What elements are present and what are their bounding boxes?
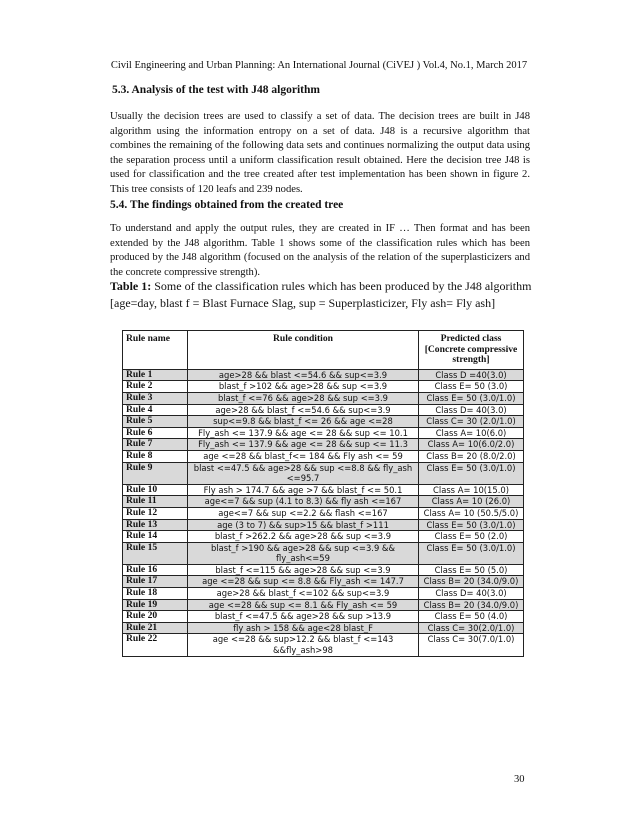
rule-name-cell: Rule 5 [123,416,188,428]
rule-name-cell: Rule 20 [123,611,188,623]
rule-condition-cell: age<=7 && sup <=2.2 && flash <=167 [188,507,419,519]
rule-condition-cell: Fly_ash <= 137.9 && age <= 28 && sup <= 10.1 [188,427,419,439]
rule-condition-cell: age<=7 && sup (4.1 to 8.3) && fly ash <=167 [188,496,419,508]
rule-name-cell: Rule 10 [123,484,188,496]
rule-condition-cell: Fly ash > 174.7 && age >7 && blast_f <= 50.1 [188,484,419,496]
rule-name-cell: Rule 16 [123,564,188,576]
rule-name-cell: Rule 14 [123,531,188,543]
predicted-class-cell: Class B= 20 (34.0/9.0) [419,576,524,588]
rule-name-cell: Rule 7 [123,439,188,451]
rule-name-cell: Rule 1 [123,369,188,381]
rule-condition-cell: sup<=9.8 && blast_f <= 26 && age <=28 [188,416,419,428]
predicted-class-cell: Class E= 50 (4.0) [419,611,524,623]
rules-table [122,330,524,657]
rule-name-cell: Rule 17 [123,576,188,588]
table-caption [110,278,540,312]
rule-condition-cell: age <=28 && blast_f<= 184 && Fly ash <= 59 [188,450,419,462]
table-row [123,369,524,381]
predicted-class-cell: Class B= 20 (8.0/2.0) [419,450,524,462]
predicted-class-cell: Class A= 10(15.0) [419,484,524,496]
rule-condition-cell: blast_f >190 && age>28 && sup <=3.9 && fly_ash<=59 [188,542,419,564]
table-row [123,427,524,439]
table-row [123,531,524,543]
rule-condition-cell: age (3 to 7) && sup>15 && blast_f >111 [188,519,419,531]
section-heading-5-4: 5.4. The findings obtained from the created tree [110,199,344,211]
page-number: 30 [514,774,525,785]
table-row [123,599,524,611]
predicted-class-cell: Class B= 20 (34.0/9.0) [419,599,524,611]
rule-condition-cell: age <=28 && sup <= 8.8 && Fly_ash <= 147.7 [188,576,419,588]
rule-name-cell: Rule 21 [123,622,188,634]
table-row [123,611,524,623]
header-rule-condition: Rule condition [188,331,419,370]
rule-condition-cell: age <=28 && sup <= 8.1 && Fly_ash <= 59 [188,599,419,611]
rule-condition-cell: age>28 && blast_f <=54.6 && sup<=3.9 [188,404,419,416]
rule-condition-cell: blast <=47.5 && age>28 && sup <=8.8 && fly_ash <=95.7 [188,462,419,484]
table-row [123,564,524,576]
section-heading-5-3: 5.3. Analysis of the test with J48 algorithm [112,84,320,96]
table-row [123,588,524,600]
rule-condition-cell: blast_f <=115 && age>28 && sup <=3.9 [188,564,419,576]
rule-condition-cell: blast_f <=47.5 && age>28 && sup >13.9 [188,611,419,623]
section-5-4-paragraph: To understand and apply the output rules, they are created in IF … Then format and has been extended by the J48 algorithm. Table 1 shows some of the classification rules which has been produced by the J48 algorithm (focused on the analysis of the relation of the superplasticizers and the concrete compressive strength). [110,223,530,278]
rule-name-cell: Rule 2 [123,381,188,393]
table-row [123,416,524,428]
rule-name-cell: Rule 13 [123,519,188,531]
predicted-class-cell: Class C= 30 (2.0/1.0) [419,416,524,428]
predicted-class-cell: Class E= 50 (3.0/1.0) [419,392,524,404]
table-row [123,392,524,404]
table-row [123,542,524,564]
table-row [123,519,524,531]
table-row [123,622,524,634]
section-5-3-paragraph: Usually the decision trees are used to classify a set of data. The decision trees are built in J48 algorithm using the information entropy on a set of data. J48 is a recursive algorithm that combines the remaining of the following data sets and continues normalizing the output data using the separation process until a uniform classification result obtained. Here the decision tree J48 is used for classification and the tree created after test implementation has been shown in figure 2. This tree consists of 120 leafs and 239 nodes. [110,111,530,195]
predicted-class-cell: Class E= 50 (3.0/1.0) [419,462,524,484]
predicted-class-cell: Class D =40(3.0) [419,369,524,381]
predicted-class-cell: Class E= 50 (3.0/1.0) [419,519,524,531]
rules-table-body [123,369,524,656]
predicted-class-cell: Class C= 30(2.0/1.0) [419,622,524,634]
journal-header: Civil Engineering and Urban Planning: An International Journal (CiVEJ ) Vol.4, No.1, March 2017 [110,60,528,71]
predicted-class-cell: Class A= 10(6.0) [419,427,524,439]
table-row [123,507,524,519]
predicted-class-cell: Class E= 50 (5.0) [419,564,524,576]
rule-name-cell: Rule 8 [123,450,188,462]
table-row [123,484,524,496]
rule-condition-cell: fly ash > 158 && age<28 blast_F [188,622,419,634]
predicted-class-cell: Class D= 40(3.0) [419,588,524,600]
predicted-class-cell: Class E= 50 (2.0) [419,531,524,543]
rule-condition-cell: blast_f <=76 && age>28 && sup <=3.9 [188,392,419,404]
table-row [123,634,524,656]
rule-name-cell: Rule 12 [123,507,188,519]
rule-condition-cell: age <=28 && sup>12.2 && blast_f <=143 &&fly_ash>98 [188,634,419,656]
table-row [123,404,524,416]
rule-condition-cell: age>28 && blast_f <=102 && sup<=3.9 [188,588,419,600]
predicted-class-cell: Class A= 10(6.0/2.0) [419,439,524,451]
rule-condition-cell: blast_f >262.2 && age>28 && sup <=3.9 [188,531,419,543]
rule-name-cell: Rule 6 [123,427,188,439]
rule-name-cell: Rule 9 [123,462,188,484]
rule-name-cell: Rule 19 [123,599,188,611]
rule-condition-cell: age>28 && blast <=54.6 && sup<=3.9 [188,369,419,381]
predicted-class-cell: Class E= 50 (3.0) [419,381,524,393]
rule-name-cell: Rule 3 [123,392,188,404]
rule-condition-cell: blast_f >102 && age>28 && sup <=3.9 [188,381,419,393]
rule-name-cell: Rule 18 [123,588,188,600]
table-caption-text: Some of the classification rules which has been produced by the J48 algorithm [age=day, blast f = Blast Furnace Slag, sup = Superplasticizer, Fly ash= Fly ash] [110,279,532,310]
rule-name-cell: Rule 15 [123,542,188,564]
predicted-class-cell: Class C= 30(7.0/1.0) [419,634,524,656]
table-caption-label: Table 1: [110,279,152,293]
rule-name-cell: Rule 22 [123,634,188,656]
header-predicted-class: Predicted class [Concrete compressive strength] [419,331,524,370]
predicted-class-cell: Class A= 10 (26.0) [419,496,524,508]
table-header-row [123,331,524,370]
predicted-class-cell: Class D= 40(3.0) [419,404,524,416]
rule-condition-cell: Fly_ash <= 137.9 && age <= 28 && sup <= 11.3 [188,439,419,451]
rule-name-cell: Rule 11 [123,496,188,508]
rule-name-cell: Rule 4 [123,404,188,416]
table-row [123,381,524,393]
predicted-class-cell: Class E= 50 (3.0/1.0) [419,542,524,564]
predicted-class-cell: Class A= 10 (50.5/5.0) [419,507,524,519]
table-row [123,439,524,451]
table-row [123,462,524,484]
table-row [123,496,524,508]
table-row [123,450,524,462]
table-row [123,576,524,588]
header-rule-name: Rule name [123,331,188,370]
